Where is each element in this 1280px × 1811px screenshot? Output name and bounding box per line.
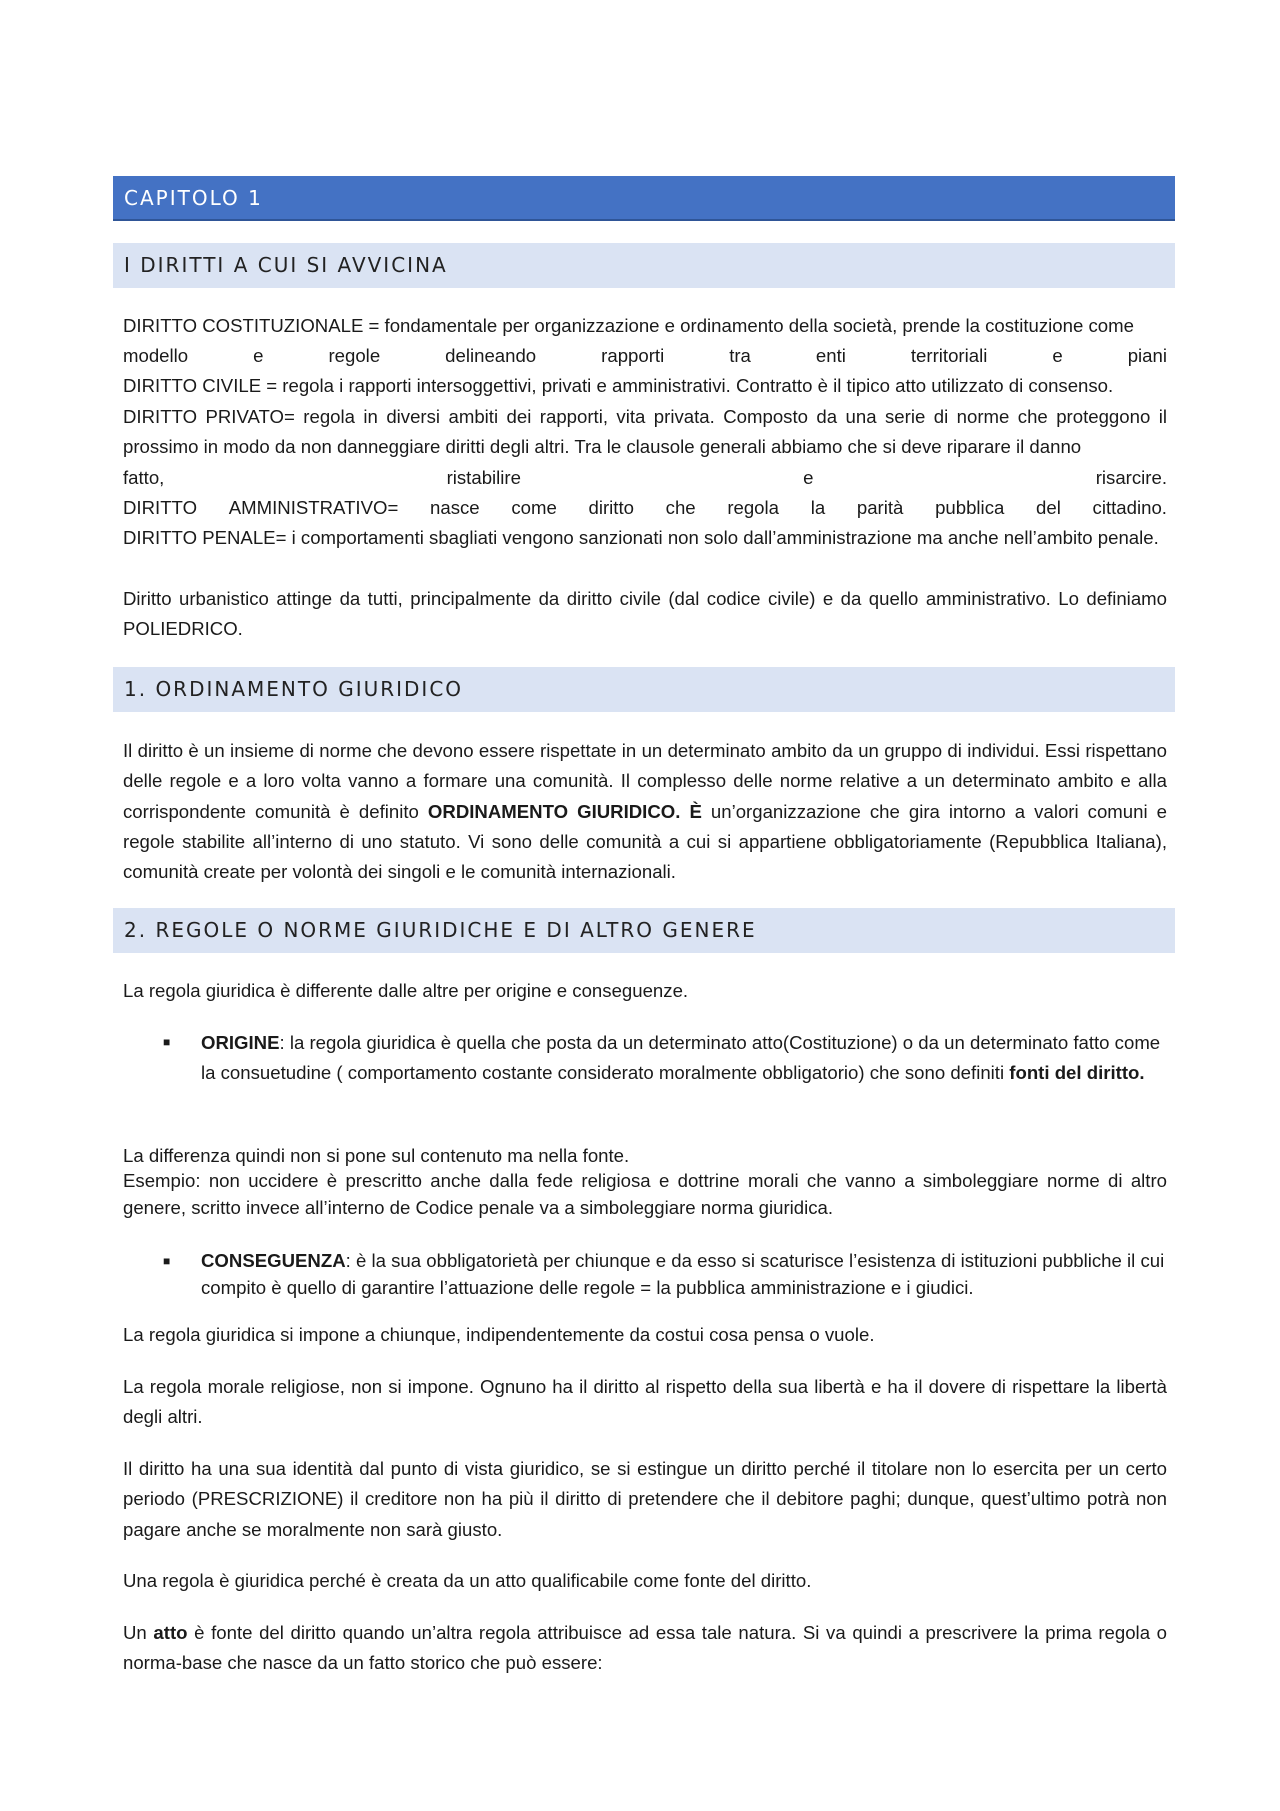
word: ristabilire	[446, 467, 521, 488]
word: DIRITTO	[123, 497, 198, 518]
word: tra	[729, 345, 751, 366]
bullet-square-icon: ■	[163, 1254, 171, 1268]
word: cittadino.	[1092, 497, 1167, 518]
word: la	[810, 497, 826, 518]
paragraph-esempio: Esempio: non uccidere è prescritto anche dalla fede religiosa e dottrine morali che vanno a simboleggiare norme di altro genere, scritto invece all’interno de Codice penale va a simboleggiare norma giuridica.	[123, 1170, 1167, 1218]
paragraph-impone: La regola giuridica si impone a chiunque, indipendentemente da costui cosa pensa o vuole.	[123, 1324, 875, 1345]
bold-text: CONSEGUENZA	[201, 1250, 346, 1271]
bold-text: fonti del diritto.	[1009, 1061, 1145, 1083]
paragraph-morale: La regola morale religiose, non si impone. Ognuno ha il diritto al rispetto della sua libertà e ha il dovere di rispettare la libertà degli altri.	[123, 1376, 1167, 1428]
text: : la regola giuridica è quella che posta da un determinato atto(Costituzione) o da un determinato fatto come la consuetudine ( comportamento costante considerato moralmente obbligatorio) che sono definiti	[201, 1032, 1161, 1083]
text: è fonte del diritto quando un’altra regola attribuisce ad essa tale natura. Si va quindi a prescrivere la prima regola o norma-base che nasce da un fatto storico che può essere:	[123, 1622, 1167, 1674]
justified-line-fatto	[123, 463, 1167, 493]
word: piani	[1127, 345, 1167, 366]
bold-text: ORDINAMENTO GIURIDICO. È	[427, 800, 702, 822]
word: risarcire.	[1095, 467, 1167, 488]
word: rapporti	[601, 345, 665, 366]
bullet-conseguenza	[123, 1247, 1167, 1307]
word: modello	[123, 345, 189, 366]
section-heading-regole: 2. REGOLE O NORME GIURIDICHE E DI ALTRO GENERE	[113, 908, 1175, 953]
word: e	[803, 467, 814, 488]
word: nasce	[430, 497, 480, 518]
word: del	[1036, 497, 1061, 518]
word: diritto	[588, 497, 634, 518]
section-heading-ordinamento: 1. ORDINAMENTO GIURIDICO	[113, 667, 1175, 712]
word: delineando	[445, 345, 537, 366]
paragraph-urbanistico: Diritto urbanistico attinge da tutti, principalmente da diritto civile (dal codice civile) e da quello amministrativo. Lo definiamo POLIEDRICO.	[123, 588, 1167, 640]
word: enti	[815, 345, 846, 366]
paragraph-intro: La regola giuridica è differente dalle altre per origine e conseguenze.	[123, 980, 689, 1001]
text: un’organizzazione che gira intorno a valori comuni e regole stabilite all’interno di uno statuto. Vi sono delle comunità a cui si appartiene obbligatoriamente (Repubblica Italiana), comunità create per volontà dei singoli e le comunità internazionali.	[123, 800, 1167, 883]
section-heading-diritti: I DIRITTI A CUI SI AVVICINA	[113, 243, 1175, 288]
bullet-square-icon: ■	[163, 1035, 171, 1049]
paragraph-fonte: Una regola è giuridica perché è creata da un atto qualificabile come fonte del diritto.	[123, 1570, 812, 1591]
justified-line-amministrativo	[123, 493, 1167, 523]
chapter-heading: CAPITOLO 1	[113, 176, 1175, 221]
word: parità	[856, 497, 904, 518]
word: come	[511, 497, 557, 518]
paragraph-differenza: La differenza quindi non si pone sul contenuto ma nella fonte.	[123, 1145, 630, 1166]
word: regola	[727, 497, 779, 518]
paragraph-penale: DIRITTO PENALE= i comportamenti sbagliati vengono sanzionati non solo dall’amministrazione ma anche nell’ambito penale.	[123, 527, 1159, 548]
word: fatto,	[123, 467, 165, 488]
text: : è la sua obbligatorietà per chiunque e da esso si scaturisce l’esistenza di istituzioni pubbliche il cui compito è quello di garantire l’attuazione delle regole = la pubblica amministrazione e i giudici.	[201, 1250, 1165, 1298]
text: Un	[123, 1622, 154, 1643]
bold-text: atto	[153, 1622, 188, 1643]
paragraph-costituzionale: DIRITTO COSTITUZIONALE = fondamentale per organizzazione e ordinamento della società, prende la costituzione come	[123, 315, 1134, 336]
paragraph-atto	[123, 1618, 1167, 1679]
word: pubblica	[935, 497, 1005, 518]
justified-line-modello	[123, 341, 1167, 371]
word: e	[1052, 345, 1063, 366]
text: Il diritto è un insieme di norme che devono essere rispettate in un determinato ambito da un gruppo di individui. Essi rispettano delle regole e a loro volta vanno a formare una comunità. Il complesso delle norme relative a un determinato ambito e alla corrispondente comunità è definito	[123, 740, 1167, 822]
bullet-conseguenza-text	[201, 1247, 1167, 1301]
word: che	[665, 497, 696, 518]
paragraph-ordinamento	[123, 736, 1167, 887]
word: territoriali	[910, 345, 988, 366]
word: AMMINISTRATIVO=	[228, 497, 399, 518]
bullet-origine	[123, 1028, 1167, 1118]
word: regole	[328, 345, 381, 366]
paragraph-privato: DIRITTO PRIVATO= regola in diversi ambiti dei rapporti, vita privata. Composto da una serie di norme che proteggono il prossimo in modo da non danneggiare diritti degli altri. Tra le clausole generali abbiamo che si deve riparare il danno	[123, 406, 1167, 458]
paragraph-civile: DIRITTO CIVILE = regola i rapporti intersoggettivi, privati e amministrativi. Contratto è il tipico atto utilizzato di consenso.	[123, 375, 1114, 396]
paragraph-identita: Il diritto ha una sua identità dal punto di vista giuridico, se si estingue un diritto perché il titolare non lo esercita per un certo periodo (PRESCRIZIONE) il creditore non ha più il diritto di pretendere che il debitore paghi; dunque, quest’ultimo potrà non pagare anche se moralmente non sarà giusto.	[123, 1458, 1167, 1540]
bullet-origine-text	[201, 1028, 1167, 1087]
bold-text: ORIGINE	[201, 1032, 280, 1053]
word: e	[253, 345, 264, 366]
